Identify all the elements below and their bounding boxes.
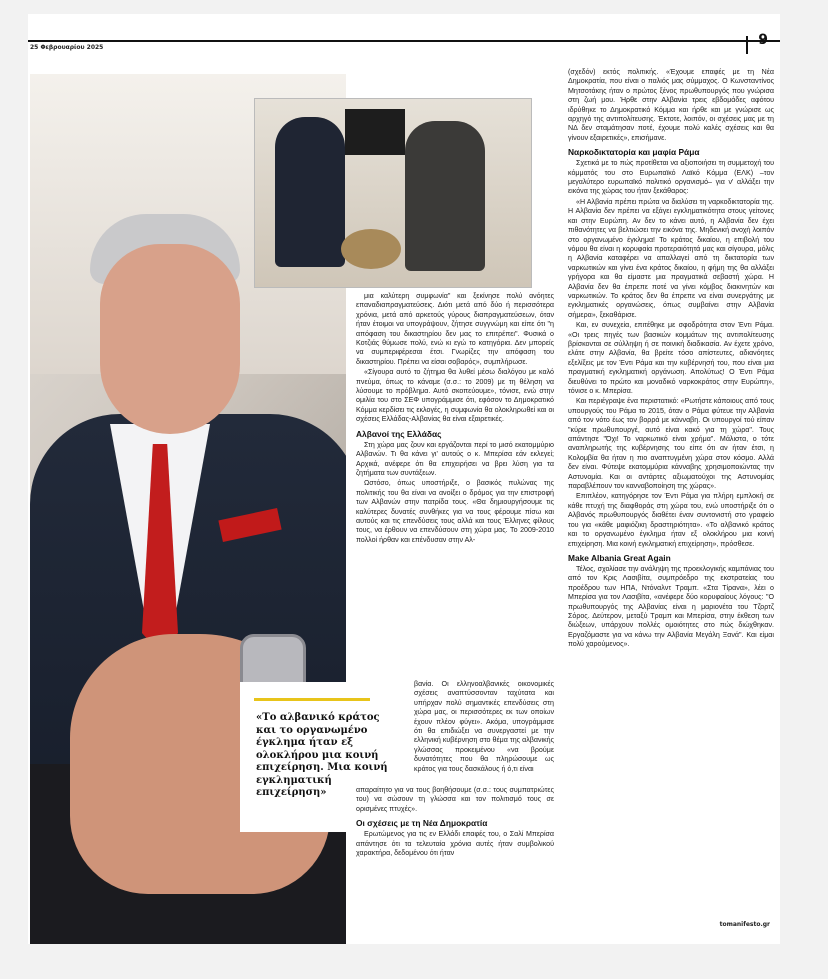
paragraph: Τέλος, σχολίασε την ανάληψη της προεκλογικής καμπάνιας του από τον Κρις Λασιβίτα, συμπρόεδρο της εκστρατείας του προέδρου των ΗΠΑ, Ντόναλντ Τραμπ. «Στα Τίρανα», λέει ο Μπερίσα για τον Λασιβίτα, «ανέφερε δύο κορυφαίους λόγους: "Ο πρωθυπουργός της Αλβανίας είναι η μαριονέτα του Τζορτζ Σόρος. Δεύτερον, μεταξύ Τραμπ και Μπερίσα, στην έκθεση των διώξεων, υπάρχουν πολλές ομοιότητες στο πώς διώχθηκαν. Εργαζόμαστε για να κάνω την Αλβανία Μεγάλη Ξανά". Και είμαι πολύ χαρούμενος». [568, 564, 774, 649]
paragraph: Και, εν συνεχεία, επιτέθηκε με σφοδρότητα στον Έντι Ράμα. «Οι τρεις πηγές των βασικών κομμάτων της αντιπολίτευσης βρίσκονται σε σύλληψη ή σε ποινική διαδικασία. Αν έχετε χρόνο, ελάτε στην Αλβανία, θα βρείτε τόσο απίστευτες, αδιανόητες εξελίξεις με τον Έντι Ράμα και την κυβέρνησή του, που είναι μια πραγματική εγκληματική οργάνωση. Απολύτως! Ο Έντι Ράμα διευθύνει το πρώτο και μοναδικό ναρκοκράτος στην Ευρώπη», τόνισε ο κ. Μπερίσα. [568, 321, 774, 395]
issue-date: 25 Φεβρουαρίου 2025 [30, 44, 104, 51]
paragraph: μια καλύτερη συμφωνία" και ξεκίνησε πολύ ανόητες επαναδιαπραγματεύσεις. Διότι μετά από δύο ή περισσότερα χρόνια, μετά από αρκετούς γύρους διαπραγματεύσεων, όταν ήταν έτοιμοι να υπογράψουν, ζήτησε συγγνώμη και είπε ότι "η απόφαση του δικαστηρίου δεν μας το επιτρέπει". Φυσικά ο Κοτζιάς θύμωσε πολύ, ενώ κι εγώ το κατηγόρια. Δεν μπορείς να συμπεριφέρεσαι έτσι. Γνωρίζες την απόφαση του δικαστηρίου. Πρέπει να είσαι σοβαρός», συμπλήρωσε. [356, 292, 554, 366]
paragraph: Επιπλέον, κατηγόρησε τον Έντι Ράμα για πλήρη εμπλοκή σε κάθε πτυχή της διαφθοράς στη χώρα του, ενώ υποστήριξε ότι ο Αλβανός πρωθυπουργός διαθέτει έναν συντονιστή στο γραφείο του για «κάθε μαφιόζικη δραστηριότητα». «Το αλβανικό κράτος και το οργανωμένο έγκλημα ήταν εξ ολοκλήρου μια κοινή επιχείρηση. Μια κοινή εγκληματική επιχείρηση», πρόσθεσε. [568, 492, 774, 548]
page-number: 9 [758, 32, 768, 48]
header-rule [28, 40, 780, 42]
paragraph: Και περιέγραψε ένα περιστατικό: «Ρωτήστε κάποιους από τους υπουργούς του Ράμα το 2015, όταν ο Ράμα φύτευε την Αλβανία από τον νότο έως τον βορρά με κάνναβη. Οι υπουργοί τού είπαν "κύριε πρωθυπουργέ, αυτό είναι κακό για τη χώρα". Τους απάντησε "Όχι! Το ναρκωτικό είναι χρήμα". Μάλιστα, ο τότε αναπληρωτής της κυβέρνησης του είπε ότι αν ήταν έτσι, η Κολομβία θα ήταν η πιο αναπτυγμένη χώρα στον κόσμο. Αλλά δεν είναι. Φύτεψε εκατομμύρια κάνναβης χρησιμοποιώντας την Αστυνομία. Και οι αντάρτες αξιωματούχοι της Αστυνομίας παραβλέπουν τον κανναβοποίηση της χώρας». [568, 397, 774, 491]
section-heading: Make Albania Great Again [568, 552, 671, 563]
pull-quote-text: «Το αλβανικό κράτος και το οργανωμένο έγκλημα ήταν εξ ολοκλήρου μια κοινή επιχείρηση. Μια κοινή εγκληματική επιχείρηση» [256, 712, 388, 798]
page-number-divider [746, 36, 748, 54]
wrapped-text [414, 680, 554, 774]
article-column-middle [356, 292, 554, 546]
paragraph: «Σίγουρα αυτό το ζήτημα θα λυθεί μέσω διαλόγου με καλό πνεύμα, όπως το κάναμε (σ.σ.: το 2009) με τη θέληση να λύσουμε το πρόβλημα. Αυτό σκοπεύουμε», τόνισε, ενώ στην ομιλία του στο ΣΕΦ υπογράμμισε ότι, εφόσον το Δημοκρατικό Κόμμα κερδίσει τις εκλογές, η συμφωνία θα ολοκληρωθεί και οι σχέσεις Ελλάδας-Αλβανίας θα είναι εξαιρετικές. [356, 368, 554, 424]
section-heading: Ναρκοδικτατορία και μαφία Ράμα [568, 147, 700, 158]
paragraph: Σχετικά με το πώς προτίθεται να αξιοποιήσει τη συμμετοχή του κόμματός του στο Ευρωπαϊκό Λαϊκό Κόμμα (ΕΛΚ) –τον μεγαλύτερο ευρωπαϊκό πολιτικό οργανισμό– για ν' αλλάξει την εικόνα της χώρας του ήταν ξεκάθαρος: [568, 159, 774, 196]
paragraph: απαραίτητο για να τους βοηθήσουμε (σ.σ.: τους συμπατριώτες του) να σώσουν τη γλώσσα και τον πολιτισμό τους σε ορισμένες πτυχές». [356, 786, 554, 813]
paragraph: βανία. Οι ελληνοαλβανικές οικονομικές σχέσεις αναπτύσσονταν ταχύτατα και υπήρχαν πολύ σημαντικές επενδύσεις στη χώρα μας, οι περισσότερες εκ των οποίων έχουν πλέον φύγει». Ακόμα, υπογράμμισε ότι θα επιδιώξει να συνεργαστεί με την ελληνική κυβέρνηση στο θέμα της αλβανικής γλώσσας προκειμένου «να βρούμε δυνατότητες που θα πληρώσουμε ως κράτος για τους δασκάλους ή ό,τι είναι [414, 680, 554, 773]
article-column-middle-lower [356, 786, 554, 859]
section-heading: Οι σχέσεις με τη Νέα Δημοκρατία [356, 818, 488, 829]
interview-photo [254, 98, 532, 288]
paragraph: Ωστόσο, όπως υποστήριξε, ο βασικός πυλώνας της πολιτικής του θα είναι να ανοίξει ο δρόμος για την επιστροφή των Αλβανών στην πατρίδα τους. «Θα δημιουργήσουμε τις καλύτερες δυνατές συνθήκες για να τους φέρουμε πίσω και αυτούς και τις επενδύσεις τους αλλά και τους Έλληνες φίλους τους, να έρθουν να επενδύσουν στη χώρα μας. Το 2009-2010 πολλοί ήρθαν και επένδυσαν στην Αλ- [356, 479, 554, 544]
article-column-right [568, 68, 774, 651]
paragraph: (σχεδόν) εκτός πολιτικής. «Έχουμε επαφές με τη Νέα Δημοκρατία, που είναι ο παλιός μας σύμμαχος. Ο Κωνσταντίνος Μητσοτάκης ήταν ο πρώτος ξένος πρωθυπουργός που γνώρισα στη ζωή μου. Ήρθε στην Αλβανία τρεις εβδομάδες αφότου ιδρύθηκε το Δημοκρατικό Κόμμα και ήρθε και με γνώρισε ως αρχηγό της αντιπολίτευσης. Έκτοτε, λοιπόν, οι σχέσεις μας με τη ΝΔ δεν σταμάτησαν ποτέ, έχουμε πολύ καλές σχέσεις και θα γίνουν εξαιρετικές», επισήμανε. [568, 68, 774, 142]
section-heading: Αλβανοί της Ελλάδας [356, 428, 442, 439]
paragraph: Ερωτώμενος για τις εν Ελλάδι επαφές του, ο Σαλί Μπερίσα απάντησε ότι τα τελευταία χρόνια αυτές ήταν συμβολικού χαρακτήρα, δεδομένου ότι ήταν [356, 830, 554, 858]
pull-quote-accent-bar [254, 698, 370, 701]
paragraph: «Η Αλβανία πρέπει πρώτα να διαλύσει τη ναρκοδικτατορία της. Η Αλβανία δεν πρέπει να εξάγει εγκληματικότητα στους γείτονες και στην Ευρώπη. Αν δεν το κάνει αυτό, η Αλβανία δεν έχει πιθανότητες να βελτιώσει την εικόνα της. Μηδενική ανοχή λοιπόν στο οργανωμένο έγκλημα! Το κράτος δικαίου, η επιβολή του νόμου θα είναι η κορυφαία προτεραιότητά μας και σίγουρα, μόλις η Αλβανία καταφέρει να απαλλαγεί από τη δικτατορία των ναρκωτικών και γίνει ένα κράτος δικαίου, η φήμη της θα αλλάξει γρήγορα και θα είμαστε μια πραγματικά σεβαστή χώρα. Η Αλβανία δεν θα έπρεπε ποτέ να γίνει κόμβος διακινητών και ναρκωτικών. Το κράτος δεν θα έπρεπε να είναι συνεργάτης με εγκληματικές οργανώσεις, όπως συμβαίνει στην Αλβανία σήμερα», ξεκαθάρισε. [568, 197, 774, 319]
paragraph: Στη χώρα μας ζουν και εργάζονται περί το μισό εκατομμύριο Αλβανών. Τι θα κάνει γι' αυτούς ο κ. Μπερίσα εάν εκλεγεί; Αρχικά, ανέφερε ότι θα επιχειρήσει να βρει λύση για τα ζητήματα των συντάξεων. [356, 440, 554, 477]
newspaper-page [28, 14, 780, 944]
site-credit: tomanifesto.gr [719, 921, 770, 928]
page-header [28, 14, 780, 54]
